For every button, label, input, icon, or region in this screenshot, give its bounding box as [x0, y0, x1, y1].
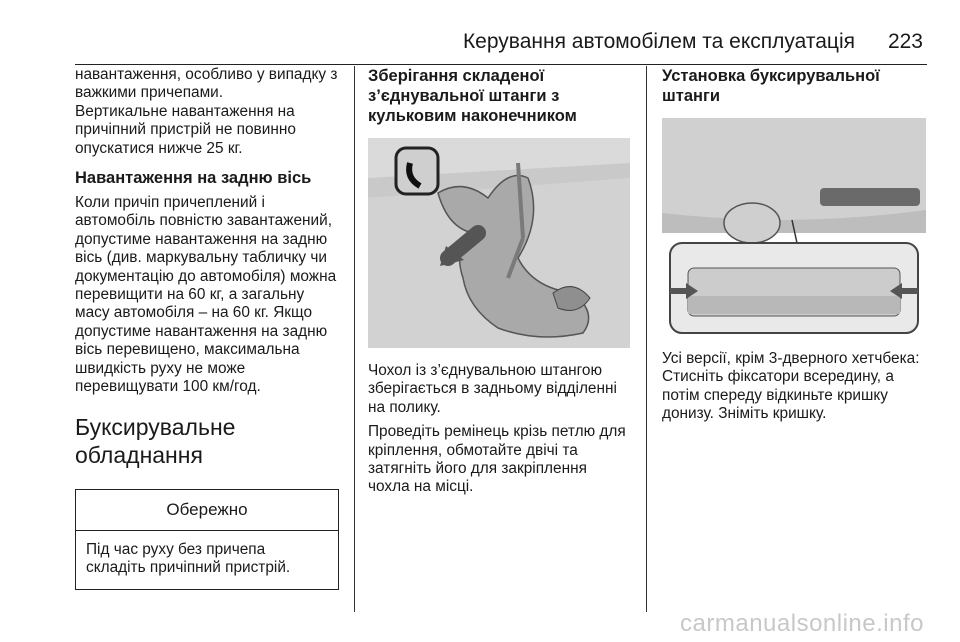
- storage-caption-1: Чохол із з’єднувальною штангою зберігається в задньому відділенні на полику.: [368, 362, 617, 416]
- bumper-cover-drawing: [662, 118, 926, 338]
- warning-title: Обережно: [76, 490, 338, 531]
- bumper-cover-illustration: [662, 118, 926, 338]
- column-3: [662, 66, 926, 424]
- page-number: 223: [887, 30, 923, 53]
- install-heading: Установка буксирувальної штанги: [662, 67, 880, 105]
- reflector: [820, 188, 920, 206]
- warning-text: Під час руху без причепа складіть причіпний пристрій.: [86, 540, 291, 576]
- column-1: [75, 66, 341, 590]
- storage-heading: Зберігання складеної з’єднувальної штанги з кульковим наконечником: [368, 67, 577, 125]
- column-2: [368, 66, 630, 497]
- install-paragraph: Усі версії, крім 3-дверного хетчбека: Стисніть фіксатори всередину, а потім спереду відкиньте кришку донизу. Зніміть кришку.: [662, 350, 920, 423]
- watermark: carmanualsonline.info: [680, 610, 924, 637]
- warning-box: [75, 489, 339, 591]
- intro-paragraph: навантаження, особливо у випадку з важкими причепами.: [75, 66, 338, 102]
- vertical-load-paragraph: Вертикальне навантаження на причіпний пристрій не повинно опускатися нижче 25 кг.: [75, 102, 296, 157]
- page-header: [75, 26, 927, 65]
- column-divider-1: [354, 66, 355, 612]
- storage-caption-2: Проведіть ремінець крізь петлю для кріплення, обмотайте двічі та затягніть його для закріплення чохла на місці.: [368, 423, 626, 496]
- header-title: Керування автомобілем та експлуатація: [462, 30, 855, 53]
- tow-cover: [724, 203, 780, 243]
- rear-axle-heading: Навантаження на задню вісь: [75, 169, 312, 188]
- towing-heading: Буксирувальне обладнання: [75, 413, 236, 468]
- towbar-bag-drawing: [368, 138, 630, 348]
- rear-axle-paragraph: Коли причіп причеплений і автомобіль повністю завантажений, допустиме навантаження на задню вісь (див. маркувальну табличку чи документацію до автомобіля) можна перевищити на 60 кг, а загальну масу автомобіля – на 60 кг. Якщо допустиме навантаження на задню вісь перевищено, максимальна швидкість руху не може перевищувати 100 км/год.: [75, 194, 337, 396]
- storage-bag-illustration: [368, 138, 630, 348]
- column-divider-2: [646, 66, 647, 612]
